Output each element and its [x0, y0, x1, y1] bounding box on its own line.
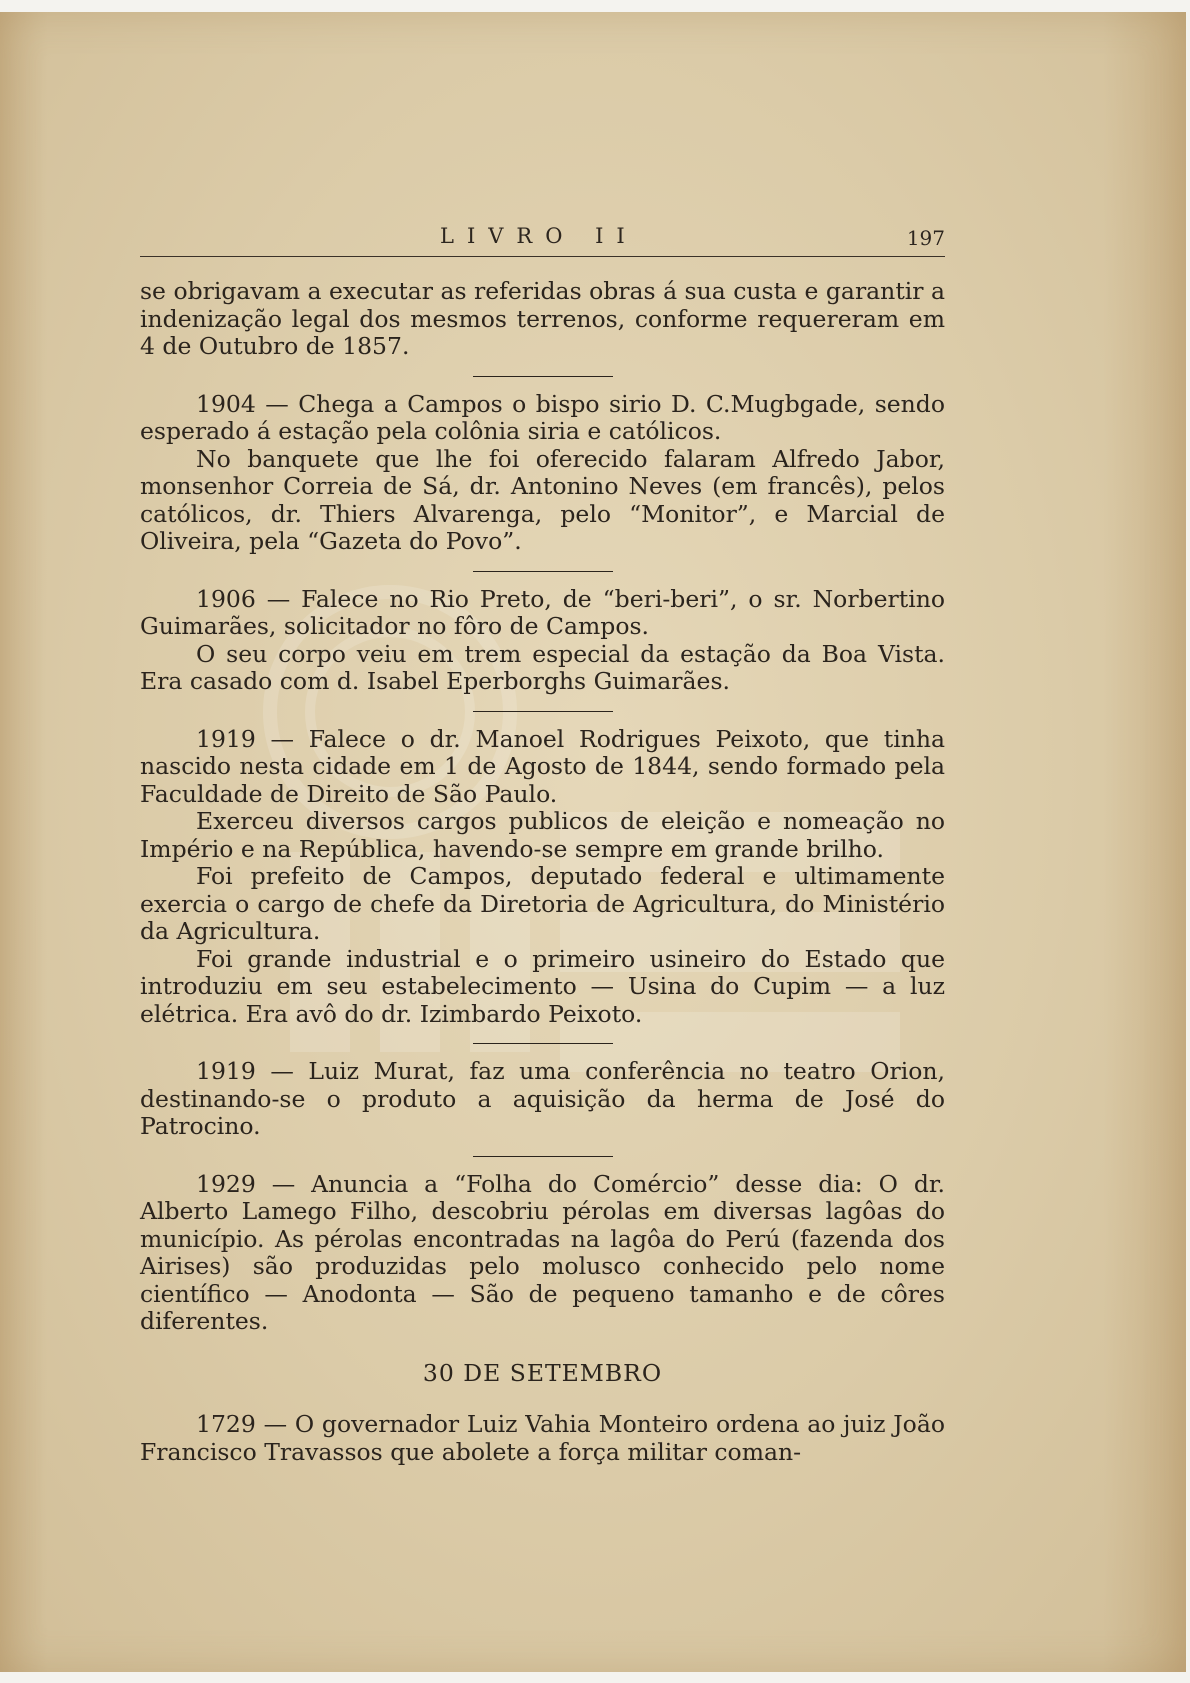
- paragraph: Exerceu diversos cargos publicos de eleição e nomeação no Império e na República, havendo-se sempre em grande brilho.: [140, 807, 945, 863]
- paragraph: Foi grande industrial e o primeiro usineiro do Estado que introduziu em seu estabelecimento — Usina do Cupim — a luz elétrica. Era avô do dr. Izimbardo Peixoto.: [140, 944, 945, 1028]
- paragraph: 1906 — Falece no Rio Preto, de “beri-beri”, o sr. Norbertino Guimarães, solicitador no fôro de Campos.: [140, 584, 945, 640]
- paragraph: se obrigavam a executar as referidas obras á sua custa e garantir a indenização legal dos mesmos terrenos, conforme requereram em 4 de Outubro de 1857.: [140, 277, 945, 360]
- paragraph: Foi prefeito de Campos, deputado federal e ultimamente exercia o cargo de chefe da Diretoria de Agricultura, do Ministério da Agricultura.: [140, 862, 945, 945]
- section-divider: [473, 376, 613, 377]
- section-heading: 30 DE SETEMBRO: [422, 1358, 663, 1387]
- page-number: 197: [906, 226, 945, 250]
- running-header: [140, 224, 945, 257]
- paragraph: 1929 — Anuncia a “Folha do Comércio” desse dia: O dr. Alberto Lamego Filho, descobriu pérolas em diversas lagôas do município. As pérolas encontradas na lagôa do Perú (fazenda dos Airises) são produzidas pelo molusco conhecido pelo nome científico — Anodonta — São de pequeno tamanho e de côres diferentes.: [140, 1169, 945, 1335]
- paragraph: 1904 — Chega a Campos o bispo sirio D. C.Mugbgade, sendo esperado á estação pela colônia siria e católicos.: [140, 389, 945, 445]
- paragraph: 1919 — Luiz Murat, faz uma conferência no teatro Orion, destinando-se o produto a aquisição da herma de José do Patrocino.: [140, 1057, 945, 1140]
- section-divider: [473, 1156, 613, 1157]
- paragraph: 1729 — O governador Luiz Vahia Monteiro ordena ao juiz João Francisco Travassos que abolete a força militar coman-: [140, 1410, 945, 1466]
- paragraph: O seu corpo veiu em trem especial da estação da Boa Vista. Era casado com d. Isabel Eperborghs Guimarães.: [140, 639, 945, 695]
- running-title: LIVRO II: [440, 224, 638, 248]
- paragraph: 1919 — Falece o dr. Manoel Rodrigues Peixoto, que tinha nascido nesta cidade em 1 de Agosto de 1844, sendo formado pela Faculdade de Direito de São Paulo.: [140, 724, 945, 808]
- section-divider: [473, 711, 613, 712]
- book-page: [0, 12, 1186, 1672]
- paragraph: No banquete que lhe foi oferecido falaram Alfredo Jabor, monsenhor Correia de Sá, dr. Antonino Neves (em francês), pelos católicos, dr. Thiers Alvarenga, pelo “Monitor”, e Marcial de Oliveira, pela “Gazeta do Povo”.: [140, 444, 945, 555]
- section-divider: [473, 571, 613, 572]
- section-divider: [473, 1043, 613, 1044]
- spacer: [140, 1387, 945, 1411]
- spacer: [140, 1336, 945, 1360]
- page-body: [140, 278, 945, 1466]
